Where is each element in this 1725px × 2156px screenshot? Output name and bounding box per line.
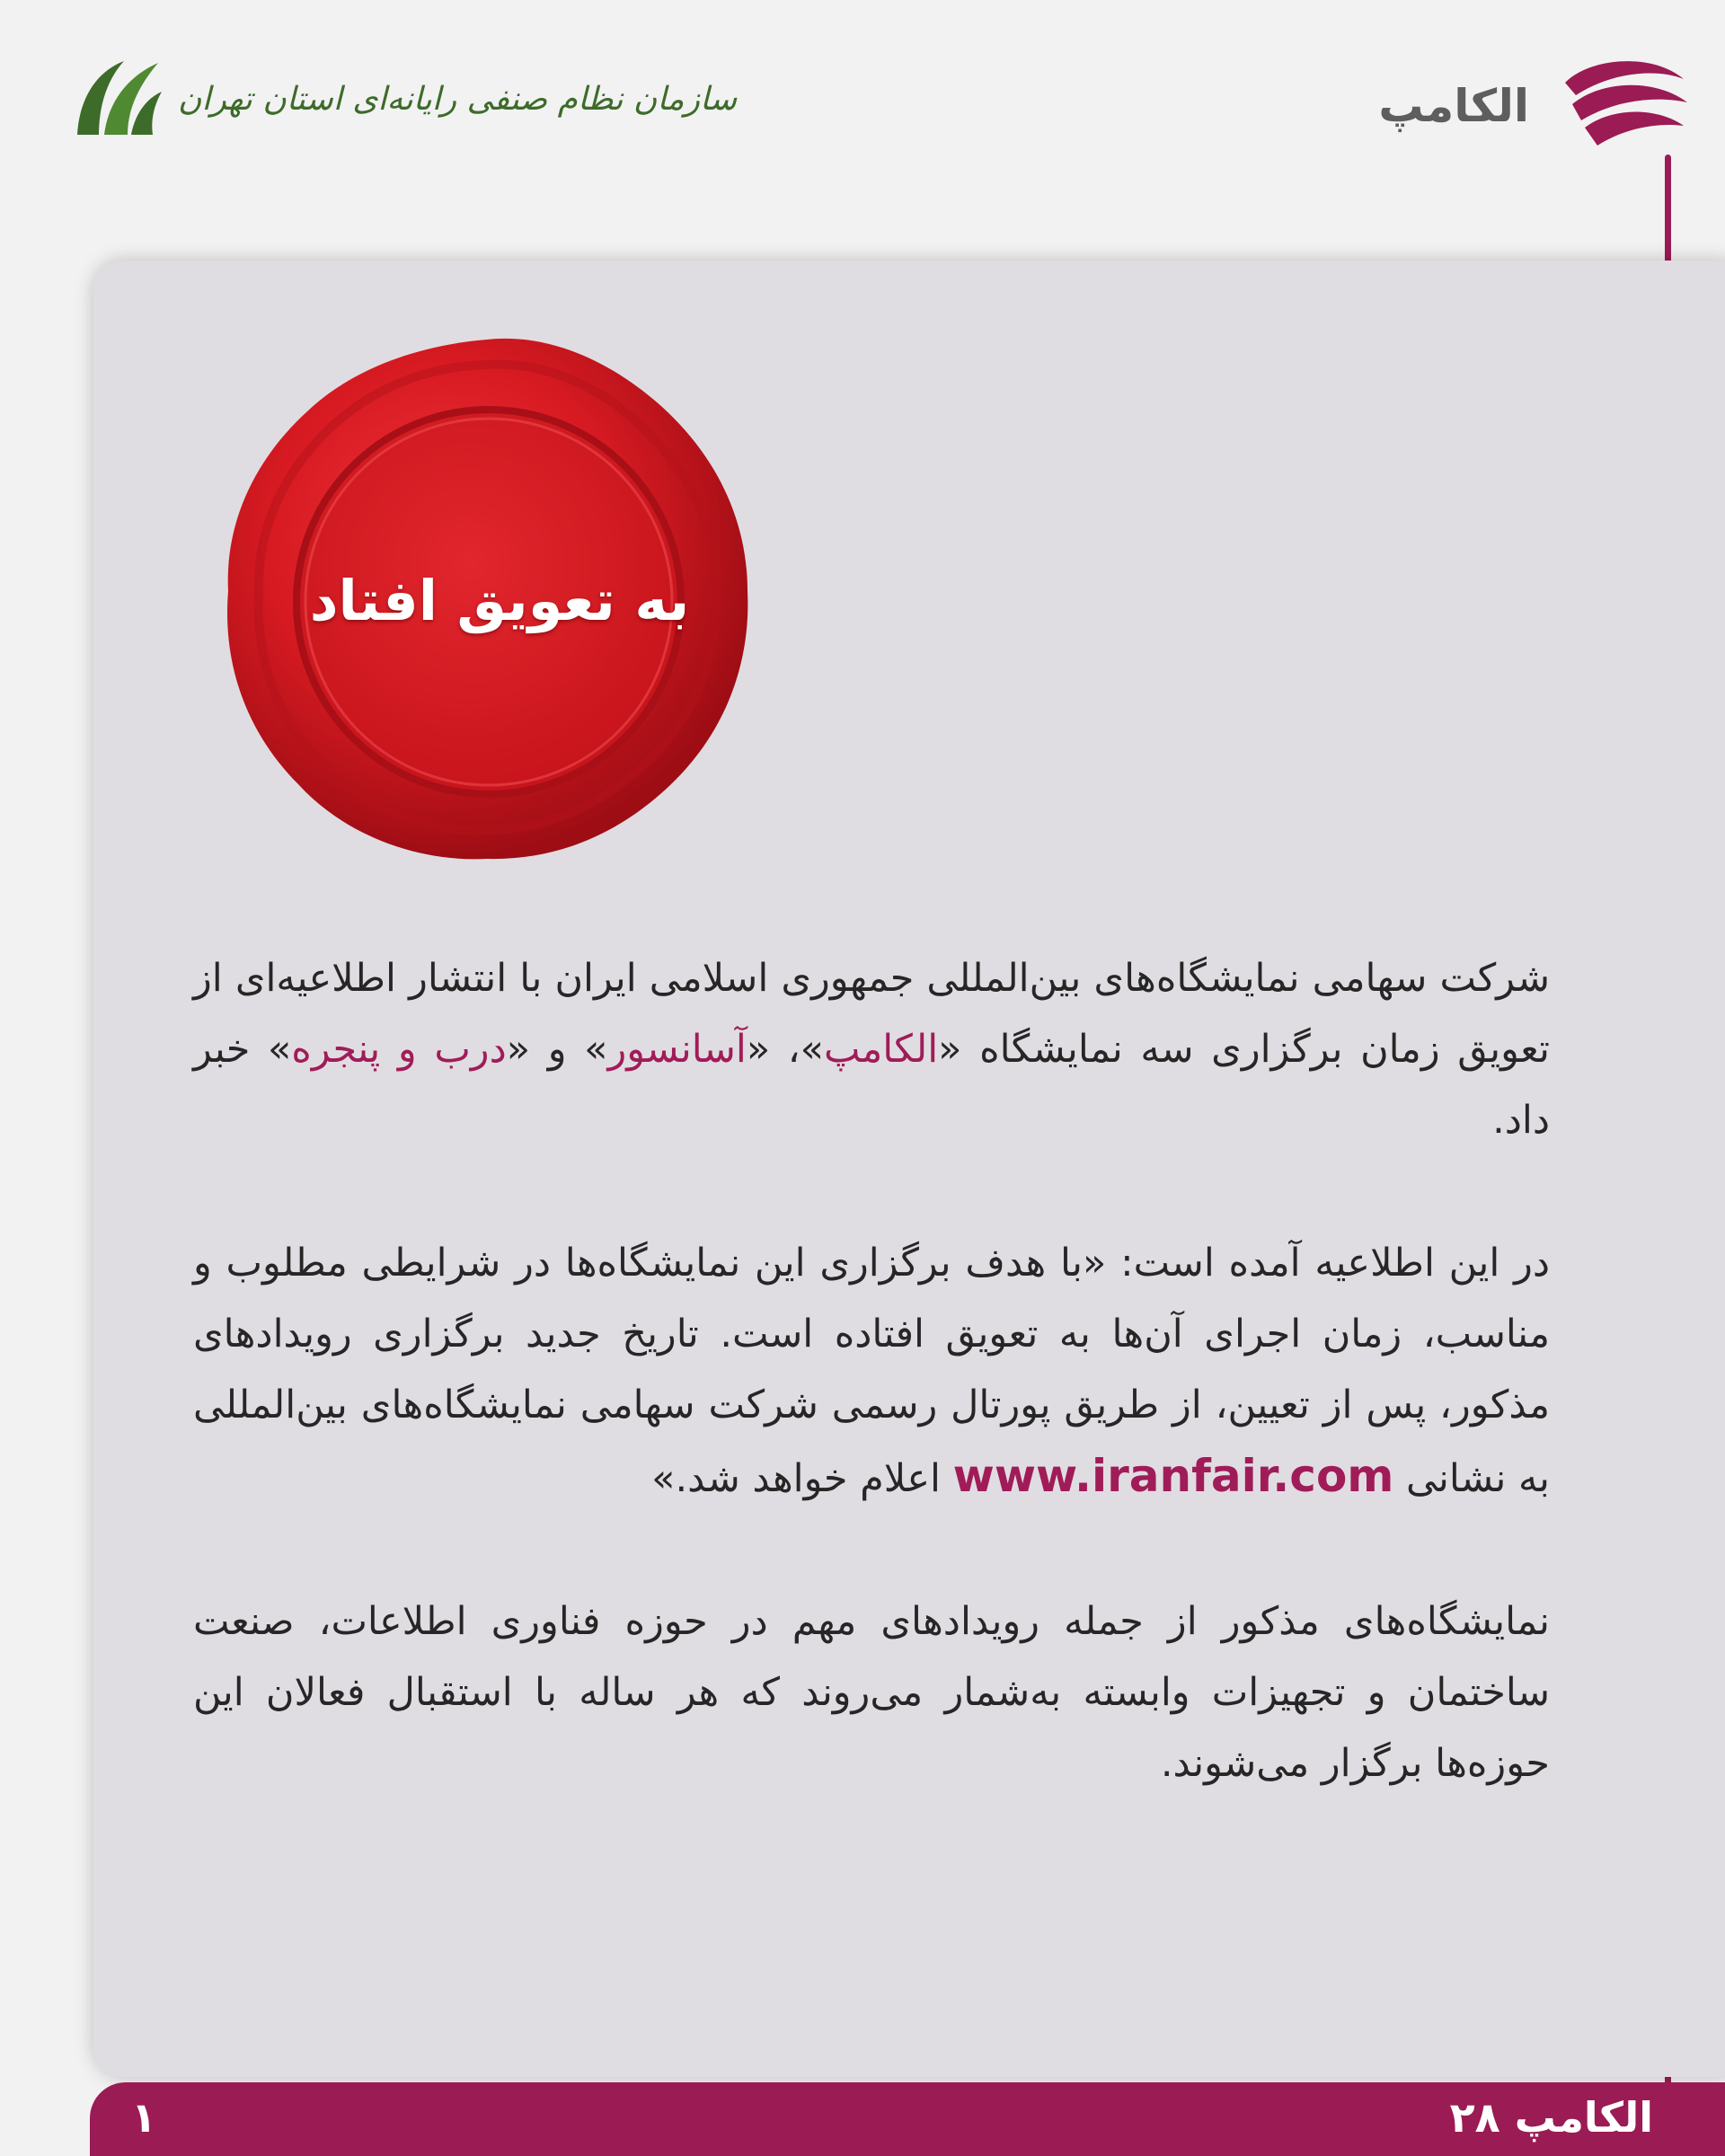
org-logo-icon bbox=[72, 56, 165, 142]
event-name-door-window: درب و پنجره bbox=[291, 1027, 507, 1072]
elcomp-logo bbox=[1378, 52, 1693, 160]
elcomp-logo-icon bbox=[1549, 52, 1693, 160]
seal-label: به تعویق افتاد bbox=[309, 567, 690, 633]
issue-label: الکامپ ۲۸ bbox=[1449, 2093, 1653, 2142]
p2-tail: اعلام خواهد شد.» bbox=[651, 1456, 953, 1501]
p1-text-4: » خبر داد. bbox=[193, 1027, 1550, 1143]
org-name: سازمان نظام صنفی رایانه‌ای استان تهران bbox=[178, 80, 738, 118]
p1-text-1: شرکت سهامی نمایشگاه‌های بین‌المللی جمهوری اسلامی ایران با انتشار اطلاعیه‌ای از تعویق زمان برگزاری سه نمایشگاه « bbox=[193, 956, 1551, 1072]
article-paragraph-1 bbox=[193, 943, 1550, 1156]
org-logo bbox=[72, 56, 737, 142]
brand-name: الکامپ bbox=[1378, 80, 1529, 132]
p3-text: نمایشگاه‌های مذکور از جمله رویدادهای مهم در حوزه فناوری اطلاعات، صنعت ساختمان و تجهیزات وابسته به‌شمار می‌روند که هر ساله با استقبال فعالان این حوزه‌ها برگزار می‌شوند. bbox=[193, 1599, 1550, 1786]
article-paragraph-2 bbox=[193, 1228, 1550, 1515]
event-name-elcomp: الکامپ bbox=[824, 1027, 939, 1072]
iranfair-link[interactable]: www.iranfair.com bbox=[952, 1450, 1394, 1502]
news-article bbox=[193, 943, 1550, 1871]
page-footer bbox=[90, 2082, 1725, 2156]
p2-text: در این اطلاعیه آمده است: «با هدف برگزاری این نمایشگاه‌ها در شرایطی مطلوب و مناسب، زمان اجرای آن‌ها به تعویق افتاده است. تاریخ جدید برگزاری رویدادهای مذکور، پس از تعیین، از طریق پورتال رسمی شرکت سهامی نمایشگاه‌های بین‌المللی به نشانی bbox=[193, 1241, 1550, 1501]
page-number: ۱ bbox=[131, 2093, 157, 2142]
p1-text-3: » و « bbox=[506, 1027, 608, 1072]
event-name-elevator: آسانسور bbox=[607, 1027, 747, 1072]
wax-seal bbox=[208, 322, 765, 879]
p1-text-2: »، « bbox=[746, 1027, 824, 1072]
article-paragraph-3 bbox=[193, 1586, 1550, 1799]
